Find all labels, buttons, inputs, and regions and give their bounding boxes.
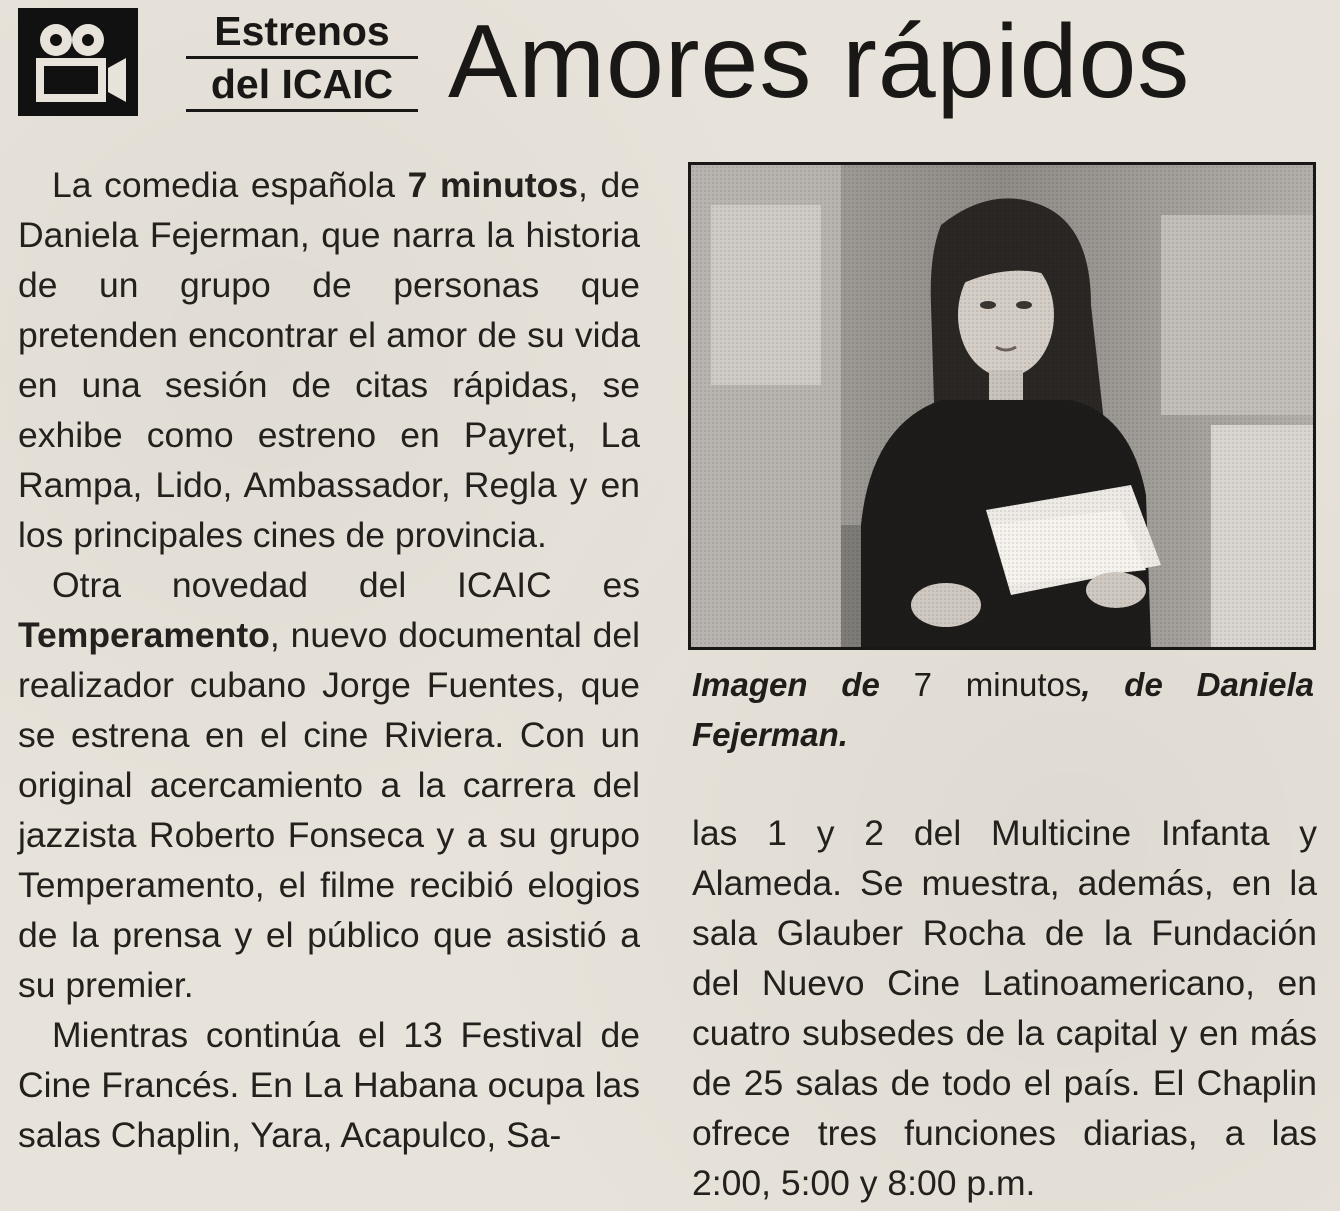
left-column — [18, 160, 640, 1160]
film-title-temperamento: Temperamento — [18, 615, 270, 655]
paragraph-1 — [18, 160, 640, 560]
photo-illustration — [691, 165, 1313, 647]
right-column — [692, 808, 1317, 1208]
kicker-line-1: Estrenos — [186, 6, 418, 59]
photo-caption — [692, 660, 1314, 760]
kicker-line-2: del ICAIC — [186, 59, 418, 112]
movie-camera-icon — [18, 8, 138, 116]
section-kicker — [186, 6, 418, 112]
paragraph-2 — [18, 560, 640, 1010]
headline: Amores rápidos — [448, 4, 1191, 120]
paragraph-2-text-b: , nuevo documental del realizador cubano Jorge Fuentes, que se estrena en el cine Riviera. Con un original acercamiento a la carrera del jazzista Roberto Fonseca y a su grupo Temperamento, el filme recibió elogios de la prensa y el público que asistió a su premier. — [18, 615, 640, 1005]
caption-text-a: Imagen de — [692, 666, 914, 703]
caption-film-title: 7 minutos — [913, 666, 1082, 703]
paragraph-1-text-b: , de Daniela Fejerman, que narra la historia de un grupo de personas que pretenden encontrar el amor de su vida en una sesión de citas rápidas, se exhibe como estreno en Payret, La Rampa, Lido, Ambassador, Regla y en los principales cines de provincia. — [18, 165, 641, 555]
paragraph-1-text-a: La comedia española — [52, 165, 408, 205]
caption-text-b: , de Daniela Fejerman. — [692, 666, 1314, 753]
paragraph-3: Mientras continúa el 13 Festival de Cine Francés. En La Habana ocupa las salas Chaplin, Yara, Acapulco, Sa- — [18, 1015, 640, 1155]
paragraph-4: las 1 y 2 del Multicine Infanta y Alameda. Se muestra, además, en la sala Glauber Rocha de la Fundación del Nuevo Cine Latinoamericano, en cuatro subsedes de la capital y en más de 25 salas de todo el país. El Chaplin ofrece tres funciones diarias, a las 2:00, 5:00 y 8:00 p.m. — [692, 813, 1317, 1203]
film-still-photo — [688, 162, 1316, 650]
paragraph-2-text-a: Otra novedad del ICAIC es — [52, 565, 640, 605]
film-title-7-minutos: 7 minutos — [407, 165, 579, 205]
